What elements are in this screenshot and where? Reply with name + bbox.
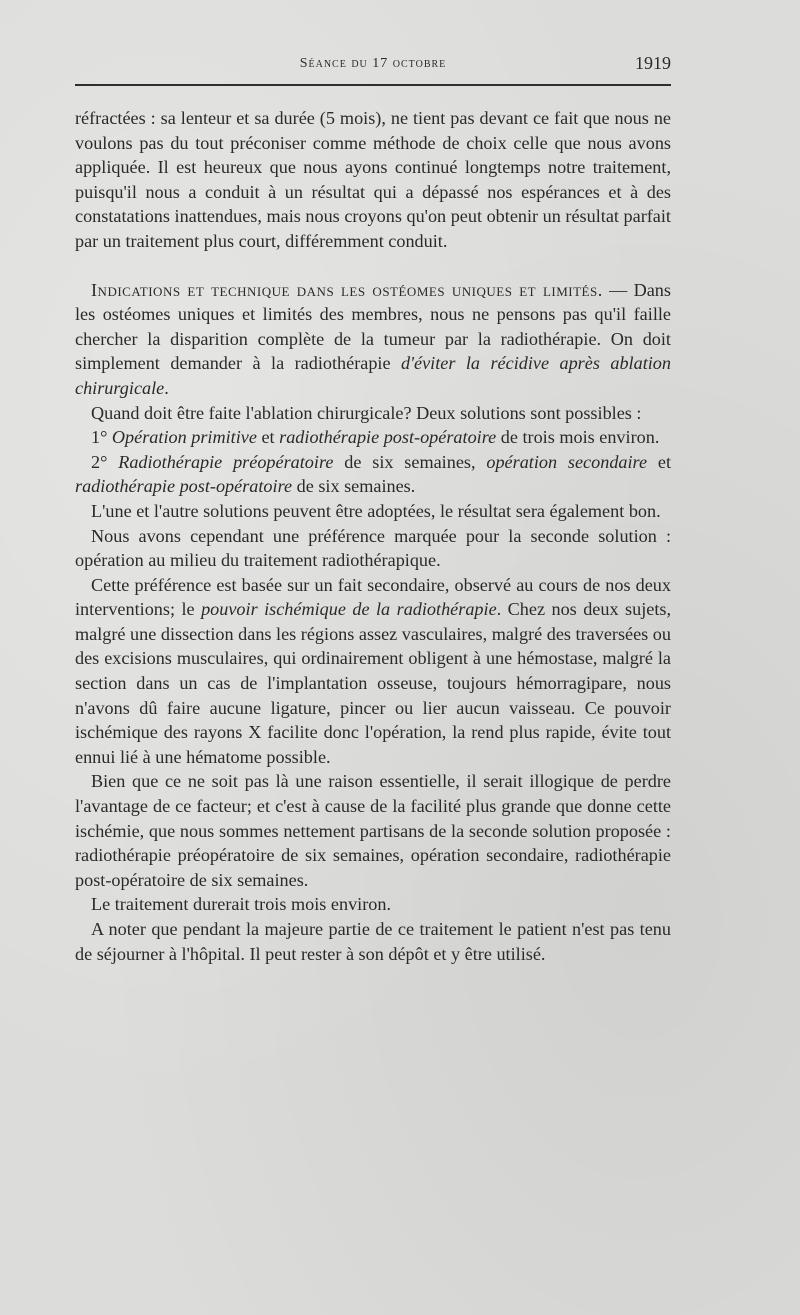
- paragraph-5-text-mid-2: et: [647, 451, 671, 472]
- list-number-2: 2°: [91, 451, 119, 472]
- paragraph-7: Nous avons cependant une préférence marquée pour la seconde solution : opération au milieu du traitement radiothérapique.: [75, 525, 671, 571]
- paragraph-2: [75, 278, 671, 401]
- paragraph-5-text-mid-1: de six semaines,: [333, 451, 487, 472]
- paragraph-4-emphasis-2: radiothérapie post-opératoire: [279, 427, 497, 448]
- paragraph-4-text-mid: et: [256, 427, 280, 448]
- paragraph-2-text-start: — Dans les ostéomes uniques et limités des membres, nous ne pensons pas qu'il faille chercher la disparition complète de la tumeur par la radiothérapie. On doit simplement demander à la radiothérapie: [75, 279, 671, 374]
- paragraph-3: Quand doit être faite l'ablation chirurgicale? Deux solutions sont possibles :: [91, 402, 642, 423]
- paragraph-5: [75, 450, 671, 499]
- paragraph-8-text-end: . Chez nos deux sujets, malgré une dissection dans les régions assez vasculaires, malgré des traversées ou des excisions musculaires, qui ordinairement obligent à une hémostase, malgré la section dans un cas de l'implantation osseuse, toujours hémorragipare, nous n'avons dû faire aucune ligature, pincer ou lier aucun vaisseau. Ce pouvoir ischémique des rayons X facilite donc l'opération, la rend plus rapide, évite tout ennui lié à une hématome possible.: [75, 599, 671, 767]
- paragraph-11: A noter que pendant la majeure partie de ce traitement le patient n'est pas tenu de séjourner à l'hôpital. Il peut rester à son dépôt et y être utilisé.: [75, 919, 671, 964]
- paragraph-4-text-end: de trois mois environ.: [496, 427, 660, 448]
- paragraph-2-text-end: .: [164, 377, 169, 398]
- paragraph-10: Le traitement durerait trois mois environ.: [91, 894, 392, 915]
- paragraph-8-emphasis: pouvoir ischémique de la radiothérapie: [201, 599, 497, 620]
- paragraph-2-emphasis: d'éviter la récidive après ablation chirurgicale: [75, 353, 671, 398]
- paragraph-6: L'une et l'autre solutions peuvent être adoptées, le résultat sera également bon.: [91, 500, 661, 521]
- running-title: Séance du 17 octobre: [299, 56, 447, 71]
- running-head: [75, 52, 671, 86]
- paragraph-4-emphasis-1: Opération primitive: [111, 427, 257, 448]
- paragraph-8: [75, 573, 671, 770]
- body-text: [75, 106, 671, 966]
- page-number: 1919: [635, 53, 671, 73]
- paragraph-5-emphasis-2: opération secondaire: [486, 451, 648, 472]
- paragraph-5-emphasis-1: Radiothérapie préopératoire: [118, 451, 334, 472]
- section-heading: Indications et technique dans les ostéomes uniques et limités.: [91, 279, 603, 300]
- paragraph-5-emphasis-3: radiothérapie post-opératoire: [75, 476, 293, 497]
- page: [75, 52, 671, 966]
- paragraph-1: réfractées : sa lenteur et sa durée (5 mois), ne tient pas devant ce fait que nous ne voulons pas du tout préconiser comme méthode de choix celle que nous avons appliquée. Il est heureux que nous ayons continué longtemps notre traitement, puisqu'il nous a conduit à un résultat qui a dépassé nos espérances et à des constatations inattendues, mais nous croyons qu'on peut obtenir un résultat parfait par un traitement plus court, différemment conduit.: [75, 108, 671, 251]
- paragraph-9: Bien que ce ne soit pas là une raison essentielle, il serait illogique de perdre l'avantage de ce facteur; et c'est à cause de la facilité plus grande que donne cette ischémie, que nous sommes nettement partisans de la seconde solution proposée : radiothérapie préopératoire de six semaines, opération secondaire, radiothérapie post-opératoire de six semaines.: [75, 771, 671, 890]
- paragraph-4: [75, 425, 671, 450]
- list-number-1: 1°: [91, 427, 112, 448]
- paragraph-8-text-start: Cette préférence est basée sur un fait secondaire, observé au cours de nos deux interventions; le: [75, 574, 671, 620]
- paragraph-5-text-end: de six semaines.: [292, 476, 416, 497]
